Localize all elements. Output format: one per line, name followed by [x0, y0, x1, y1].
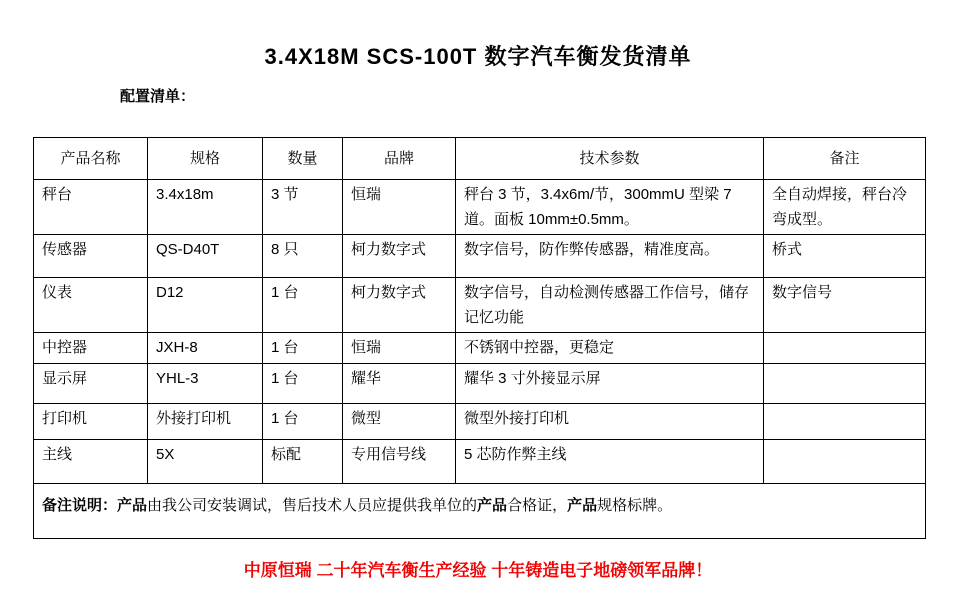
note-label: 备注说明： — [42, 497, 118, 514]
table-row — [34, 278, 926, 333]
note-row — [34, 484, 926, 539]
tech-params-cell: 不锈钢中控器，更稳定 — [456, 333, 764, 364]
remark-cell — [764, 364, 926, 404]
spec-cell: 3.4x18m — [148, 180, 263, 235]
brand-cell: 耀华 — [343, 364, 456, 404]
remark-cell — [764, 440, 926, 484]
table-row — [34, 235, 926, 278]
remark-cell: 数字信号 — [764, 278, 926, 333]
quantity-cell: 8 只 — [263, 235, 343, 278]
spec-cell: YHL-3 — [148, 364, 263, 404]
quantity-cell: 1 台 — [263, 333, 343, 364]
brand-cell: 柯力数字式 — [343, 278, 456, 333]
spec-cell: 5X — [148, 440, 263, 484]
column-header-product-name: 产品名称 — [34, 138, 148, 180]
table-header-row — [34, 138, 926, 180]
table-row — [34, 364, 926, 404]
table-row — [34, 440, 926, 484]
column-header-quantity: 数量 — [263, 138, 343, 180]
tech-params-cell: 5 芯防作弊主线 — [456, 440, 764, 484]
shipping-list-table — [33, 137, 926, 539]
page-title: 3.4X18M SCS-100T 数字汽车衡发货清单 — [264, 44, 692, 69]
quantity-cell: 3 节 — [263, 180, 343, 235]
tech-params-cell: 微型外接打印机 — [456, 404, 764, 440]
spec-cell: JXH-8 — [148, 333, 263, 364]
remark-cell: 全自动焊接，秤台冷弯成型。 — [764, 180, 926, 235]
quantity-cell: 1 台 — [263, 278, 343, 333]
product-name-cell: 中控器 — [34, 333, 148, 364]
column-header-spec: 规格 — [148, 138, 263, 180]
tech-params-cell: 数字信号，自动检测传感器工作信号，储存记忆功能 — [456, 278, 764, 333]
brand-cell: 恒瑞 — [343, 180, 456, 235]
product-name-cell: 秤台 — [34, 180, 148, 235]
table-row — [34, 180, 926, 235]
note-text: 产品 — [567, 497, 598, 514]
tech-params-cell: 数字信号，防作弊传感器，精准度高。 — [456, 235, 764, 278]
column-header-brand: 品牌 — [343, 138, 456, 180]
brand-cell: 专用信号线 — [343, 440, 456, 484]
brand-cell: 微型 — [343, 404, 456, 440]
config-list-label: 配置清单： — [120, 88, 196, 105]
table-row — [34, 333, 926, 364]
table-row — [34, 404, 926, 440]
brand-cell: 柯力数字式 — [343, 235, 456, 278]
product-name-cell: 打印机 — [34, 404, 148, 440]
remark-cell — [764, 333, 926, 364]
note-text: 由我公司安装调试，售后技术人员应提供我单位的 — [147, 497, 478, 514]
brand-slogan: 中原恒瑞 二十年汽车衡生产经验 十年铸造电子地磅领军品牌！ — [243, 561, 713, 580]
column-header-remark: 备注 — [764, 138, 926, 180]
tech-params-cell: 秤台 3 节，3.4x6m/节，300mmU 型梁 7 道。面板 10mm±0.5mm。 — [456, 180, 764, 235]
quantity-cell: 1 台 — [263, 364, 343, 404]
spec-cell: 外接打印机 — [148, 404, 263, 440]
quantity-cell: 1 台 — [263, 404, 343, 440]
remark-cell: 桥式 — [764, 235, 926, 278]
spec-cell: D12 — [148, 278, 263, 333]
spec-cell: QS-D40T — [148, 235, 263, 278]
note-cell — [34, 484, 926, 539]
note-text: 产品 — [117, 497, 148, 514]
tech-params-cell: 耀华 3 寸外接显示屏 — [456, 364, 764, 404]
product-name-cell: 仪表 — [34, 278, 148, 333]
product-name-cell: 主线 — [34, 440, 148, 484]
product-name-cell: 显示屏 — [34, 364, 148, 404]
note-text: 产品 — [477, 497, 508, 514]
remark-cell — [764, 404, 926, 440]
note-text: 合格证， — [507, 497, 568, 514]
column-header-tech-params: 技术参数 — [456, 138, 764, 180]
product-name-cell: 传感器 — [34, 235, 148, 278]
brand-cell: 恒瑞 — [343, 333, 456, 364]
quantity-cell: 标配 — [263, 440, 343, 484]
note-text: 规格标牌。 — [597, 497, 673, 514]
